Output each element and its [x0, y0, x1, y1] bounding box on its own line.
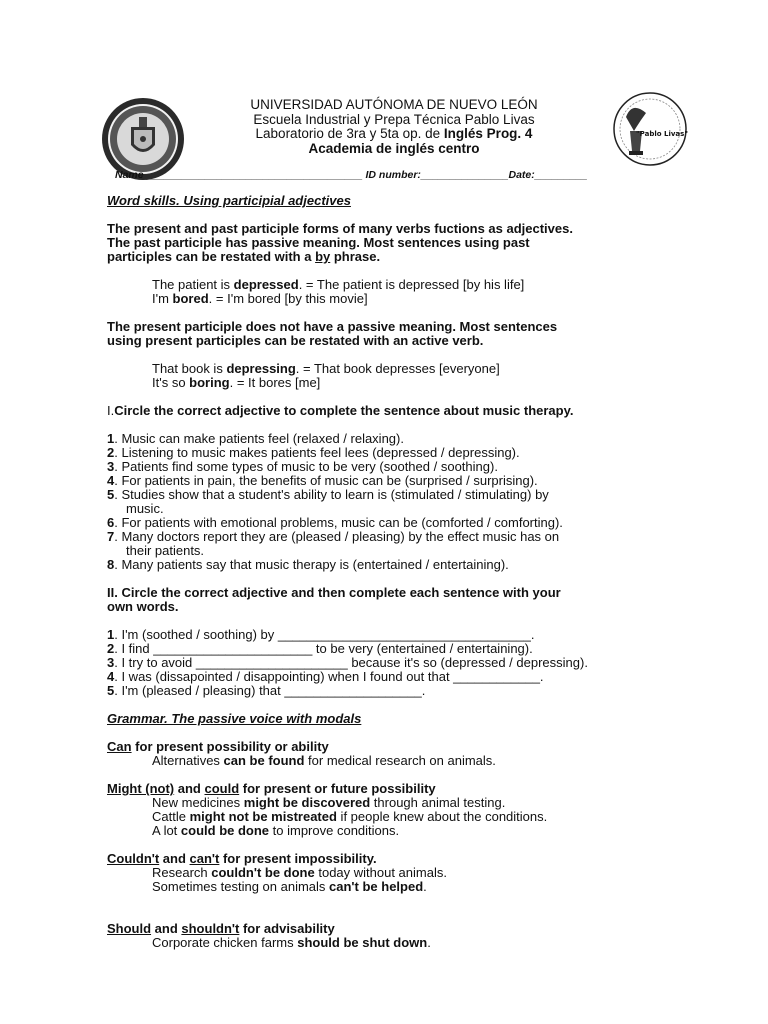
exercise1-item: 2. Listening to music makes patients feel lees (depressed / depressing).	[107, 445, 520, 460]
section-title-participial: Word skills. Using participial adjectives	[107, 193, 351, 208]
example-cant: Sometimes testing on animals can't be helped.	[152, 879, 427, 894]
exercise1-item: 8. Many patients say that music therapy is (entertained / entertaining).	[107, 557, 509, 572]
example-could: A lot could be done to improve conditions.	[152, 823, 400, 838]
document-header	[190, 98, 598, 156]
school-logo-icon	[612, 91, 688, 167]
exercise1-item: 1. Music can make patients feel (relaxed / relaxing).	[107, 431, 404, 446]
exercise2-item: 4. I was (dissapointed / disappointing) when I found out that ____________.	[107, 669, 544, 684]
university-name: UNIVERSIDAD AUTÓNOMA DE NUEVO LEÓN	[250, 97, 538, 112]
example-boring: It's so boring. = It bores [me]	[152, 375, 321, 390]
exercise1-item: 3. Patients find some types of music to be very (soothed / soothing).	[107, 459, 498, 474]
exercise1-item-wrap: their patients.	[126, 543, 205, 558]
exercise1-item: 7. Many doctors report they are (pleased / pleasing) by the effect music has on	[107, 529, 560, 544]
lab-line: Laboratorio de 3ra y 5ta op. de Inglés Prog. 4	[255, 126, 533, 141]
exercise1-item: 4. For patients in pain, the benefits of music can be (surprised / surprising).	[107, 473, 538, 488]
present-participle-intro: The present participle does not have a passive meaning. Most sentences using present participles can be restated with an active verb.	[107, 319, 558, 348]
example-might-not: Cattle might not be mistreated if people knew about the conditions.	[152, 809, 548, 824]
exercise1-item: 6. For patients with emotional problems, music can be (comforted / comforting).	[107, 515, 563, 530]
participle-intro: The present and past participle forms of many verbs fuctions as adjectives. The past participle has passive meaning. Most sentences using past participles can be restated with a by phrase.	[107, 221, 573, 264]
rule-might-could: Might (not) and could for present or future possibility	[107, 781, 436, 796]
rule-should-shouldnt: Should and shouldn't for advisability	[107, 921, 335, 936]
example-can: Alternatives can be found for medical research on animals.	[152, 753, 496, 768]
section-title-grammar: Grammar. The passive voice with modals	[107, 711, 362, 726]
exercise1-item-wrap: music.	[126, 501, 164, 516]
exercise2-item: 1. I'm (soothed / soothing) by ___________________________________.	[107, 627, 535, 642]
example-should: Corporate chicken farms should be shut down.	[152, 935, 431, 950]
logo-text: "Pablo Livas"	[636, 130, 688, 138]
exercise2-item: 5. I'm (pleased / pleasing) that ___________________.	[107, 683, 426, 698]
exercise1-title: I.Circle the correct adjective to complete the sentence about music therapy.	[107, 403, 574, 418]
academy-name: Academia de inglés centro	[308, 140, 480, 156]
example-couldnt: Research couldn't be done today without animals.	[152, 865, 447, 880]
student-info-line: Name _____________________________________ ID number:_______________Date:_________	[115, 169, 588, 181]
rule-couldnt-cant: Couldn't and can't for present impossibility.	[107, 851, 377, 866]
exercise2-title: II. Circle the correct adjective and then complete each sentence with your own words.	[107, 585, 561, 614]
example-depressed: The patient is depressed. = The patient is depressed [by his life]	[152, 277, 525, 292]
exercise1-item: 5. Studies show that a student's ability to learn is (stimulated / stimulating) by	[107, 487, 549, 502]
school-name: Escuela Industrial y Prepa Técnica Pablo Livas	[253, 111, 535, 127]
example-might: New medicines might be discovered through animal testing.	[152, 795, 506, 810]
example-depressing: That book is depressing. = That book depresses [everyone]	[152, 361, 500, 376]
exercise2-item: 2. I find ______________________ to be very (entertained / entertaining).	[107, 641, 533, 656]
example-bored: I'm bored. = I'm bored [by this movie]	[152, 291, 368, 306]
rule-can: Can for present possibility or ability	[107, 739, 329, 754]
exercise2-item: 3. I try to avoid _____________________ because it's so (depressed / depressing).	[107, 655, 588, 670]
